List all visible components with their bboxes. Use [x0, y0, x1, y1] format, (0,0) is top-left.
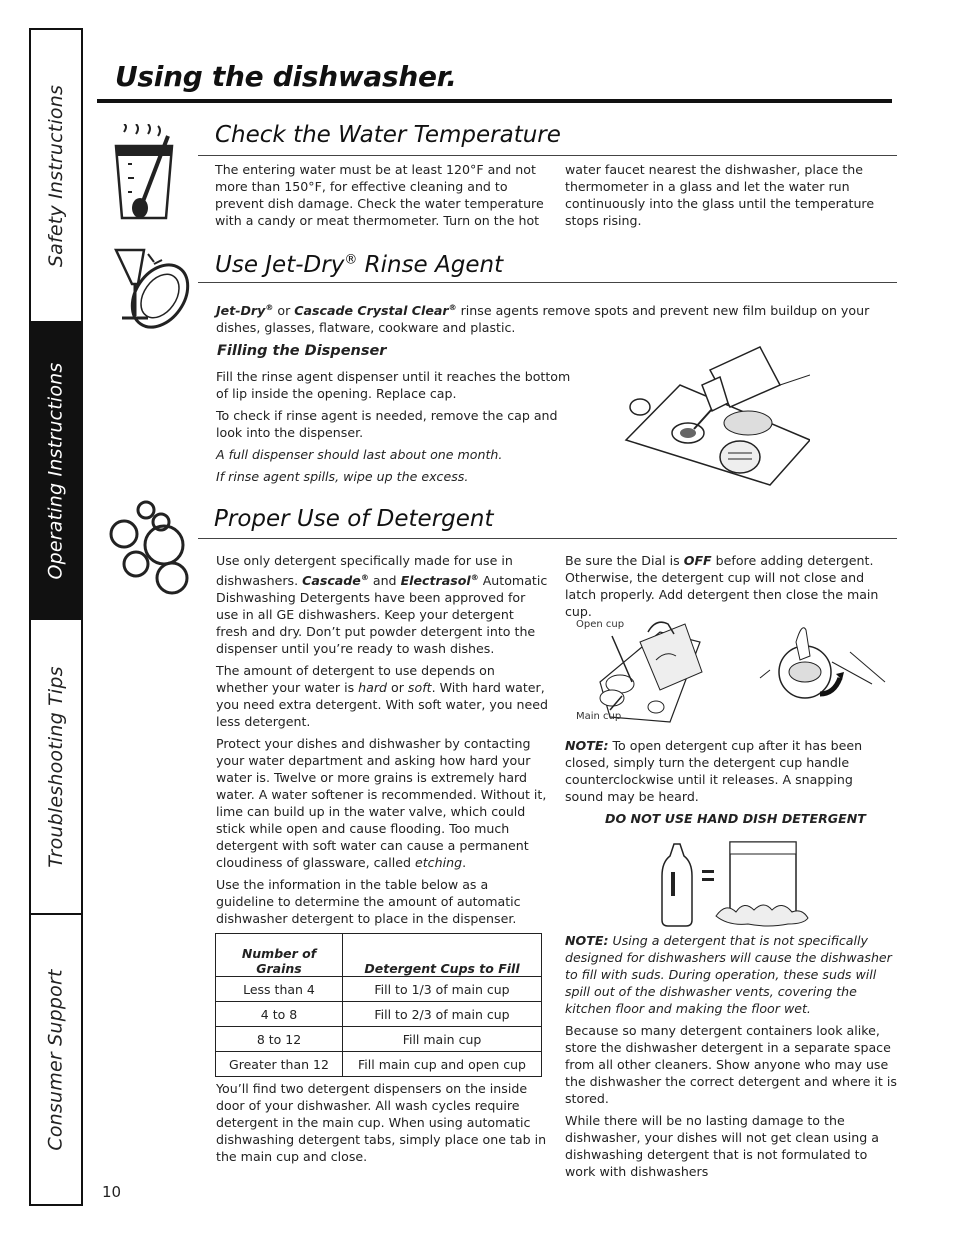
dial-off-text: Be sure the Dial is OFF before adding detergent. Otherwise, the detergent cup will not close and latch properly. Add detergent then close the main cup.: [565, 553, 879, 619]
rinse-glass-dish-icon: [108, 244, 192, 338]
detergent-para-5: You’ll find two detergent dispensers on the inside door of your dishwasher. All wash cycles require detergent in the main cup. When using automatic dishwashing detergent tabs, simply place one tab in the main cup and close.: [216, 1081, 547, 1164]
table-row: Greater than 12 Fill main cup and open cup: [216, 1052, 542, 1077]
glass-thermometer-icon: [110, 124, 180, 228]
section-divider: [198, 155, 897, 156]
title-divider: [97, 99, 892, 103]
filling-dispenser-text: Fill the rinse agent dispenser until it reaches the bottom of lip inside the opening. Replace cap. To check if rinse agent is needed, remove the cap and look into the dispenser. A full dispenser should last about one month. If rinse agent spills, wipe up the excess.: [216, 369, 571, 484]
water-temp-text-col2: water faucet nearest the dishwasher, place the thermometer in a glass and let the water run continuously into the glass until the temperature stops rising.: [565, 162, 875, 228]
tab-troubleshooting-tips[interactable]: Troubleshooting Tips: [31, 620, 81, 915]
store-detergent-text: Because so many detergent containers look alike, store the dishwasher detergent in a separate space from all other cleaners. Show anyone who may use the dishwasher the correct detergent and where it is stored.: [565, 1023, 897, 1106]
main-cup-label: Main cup: [576, 711, 622, 722]
table-header: Detergent Cups to Fill: [343, 934, 542, 977]
section-title-jet-dry: Use Jet-Dry® Rinse Agent: [215, 252, 504, 278]
detergent-right-column-lower: [565, 932, 897, 1185]
warning-no-hand-detergent: DO NOT USE HAND DISH DETERGENT: [605, 811, 866, 826]
water-temp-text-col1: The entering water must be at least 120°F and not more than 150°F, for effective cleaning and to prevent dish damage. Check the water temperature with a candy or meat thermometer. Turn on the hot: [215, 162, 544, 228]
jet-dry-intro: Jet-Dry® or Cascade Crystal Clear® rinse agents remove spots and prevent new film buildup on your dishes, glasses, flatware, cookware and plastic.: [216, 303, 870, 336]
sidebar-tabs: [29, 28, 83, 1206]
table-row: 4 to 8 Fill to 2/3 of main cup: [216, 1002, 542, 1027]
tab-consumer-support[interactable]: Consumer Support: [45, 968, 68, 1151]
note-open-detergent-cup: NOTE: To open detergent cup after it has been closed, simply turn the detergent cup handle counterclockwise until it releases. A snapping sound may be heard.: [565, 738, 863, 804]
bubbles-icon: [106, 500, 192, 600]
rinse-dispenser-illustration: [620, 345, 810, 494]
subheading-filling-dispenser: Filling the Dispenser: [217, 343, 387, 359]
section-title-detergent: Proper Use of Detergent: [214, 506, 494, 532]
section-divider: [198, 538, 897, 539]
no-lasting-damage-text: While there will be no lasting damage to the dishwasher, your dishes will not get clean using a dishwashing detergent that is not formulated to work with dishwashers: [565, 1113, 879, 1179]
detergent-para-2: The amount of detergent to use depends on whether your water is hard or soft. With hard water, you need extra detergent. With soft water, you need less detergent.: [216, 663, 549, 730]
open-cup-label: Open cup: [576, 619, 625, 630]
table-row: Less than 4 Fill to 1/3 of main cup: [216, 977, 542, 1002]
detergent-para-3: Protect your dishes and dishwasher by contacting your water department and asking how hard your water is. Twelve or more grains is extremely hard water. A water softener is recommended. Without it, lime can build up in the water valve, which could stick while open and cause flooding. Too much detergent with soft water can cause a permanent cloudiness of glassware, called etching.: [216, 736, 547, 871]
page-title: Using the dishwasher.: [115, 60, 457, 93]
detergent-left-column: [216, 552, 548, 932]
detergent-para-1: Use only detergent specifically made for use in dishwashers. Cascade® and Electrasol® Automatic Dishwashing Detergents have been approved for use in all GE dishwashers. Keep your detergent fresh and dry. Don’t put powder detergent into the dispenser until you’re ready to wash dishes.: [216, 553, 548, 657]
page-number: 10: [102, 1183, 122, 1201]
section-title-water-temperature: Check the Water Temperature: [215, 122, 561, 148]
grains-table: [215, 933, 542, 1077]
table-header: Number of Grains: [216, 934, 343, 977]
tab-operating-instructions[interactable]: Operating Instructions: [31, 323, 81, 620]
detergent-para-4: Use the information in the table below as a guideline to determine the amount of automatic dishwasher detergent to place in the dispenser.: [216, 877, 521, 927]
section-divider: [198, 282, 897, 283]
tab-safety-instructions[interactable]: Safety Instructions: [31, 30, 81, 323]
note-hand-detergent-suds: NOTE: Using a detergent that is not specifically designed for dishwashers will cause the dishwasher to fill with suds. During operation, these suds will spill out of the dishwasher vents, covering the kitchen floor and making the floor wet.: [565, 933, 892, 1016]
table-row: 8 to 12 Fill main cup: [216, 1027, 542, 1052]
hand-soap-equals-suds-illustration: [660, 836, 810, 932]
